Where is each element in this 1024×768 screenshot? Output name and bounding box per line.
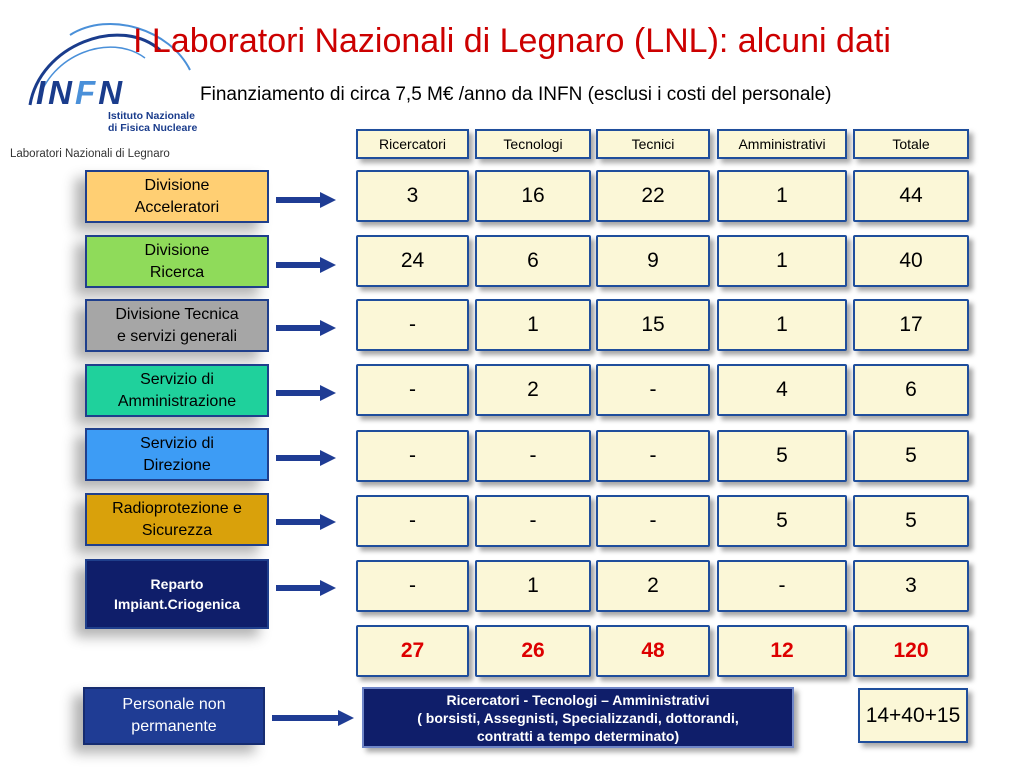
logo-institute-name: Istituto Nazionale di Fisica Nucleare xyxy=(108,110,198,134)
cell-ricerca-ricercatori: 24 xyxy=(356,235,469,287)
cell-tecnica-amministrativi: 1 xyxy=(717,299,847,351)
cell-acceleratori-tecnologi: 16 xyxy=(475,170,591,222)
division-radioprotezione: Radioprotezione e Sicurezza xyxy=(85,493,269,546)
cell-direzione-ricercatori: - xyxy=(356,430,469,482)
cell-direzione-tecnici: - xyxy=(596,430,710,482)
cell-radioprotezione-tecnologi: - xyxy=(475,495,591,547)
page-subtitle: Finanziamento di circa 7,5 M€ /anno da INFN (esclusi i costi del personale) xyxy=(200,84,832,105)
cell-amministrazione-amministrativi: 4 xyxy=(717,364,847,416)
arrow-right-icon xyxy=(276,514,336,530)
cell-amministrazione-ricercatori: - xyxy=(356,364,469,416)
cell-criogenica-ricercatori: - xyxy=(356,560,469,612)
division-ricerca: Divisione Ricerca xyxy=(85,235,269,288)
cell-radioprotezione-amministrativi: 5 xyxy=(717,495,847,547)
arrow-right-icon xyxy=(276,385,336,401)
division-tecnica: Divisione Tecnica e servizi generali xyxy=(85,299,269,352)
column-header-tecnici: Tecnici xyxy=(596,129,710,159)
arrow-right-icon xyxy=(276,320,336,336)
cell-acceleratori-totale: 44 xyxy=(853,170,969,222)
column-header-amministrativi: Amministrativi xyxy=(717,129,847,159)
total-ricercatori: 27 xyxy=(356,625,469,677)
column-header-ricercatori: Ricercatori xyxy=(356,129,469,159)
arrow-right-icon xyxy=(276,257,336,273)
reparto-criogenica: Reparto Impiant.Criogenica xyxy=(85,559,269,629)
cell-direzione-totale: 5 xyxy=(853,430,969,482)
cell-tecnica-totale: 17 xyxy=(853,299,969,351)
cell-ricerca-amministrativi: 1 xyxy=(717,235,847,287)
cell-tecnica-ricercatori: - xyxy=(356,299,469,351)
division-direzione: Servizio di Direzione xyxy=(85,428,269,481)
cell-acceleratori-ricercatori: 3 xyxy=(356,170,469,222)
cell-amministrazione-tecnologi: 2 xyxy=(475,364,591,416)
cell-tecnica-tecnici: 15 xyxy=(596,299,710,351)
total-tecnici: 48 xyxy=(596,625,710,677)
cell-criogenica-tecnici: 2 xyxy=(596,560,710,612)
cell-ricerca-tecnici: 9 xyxy=(596,235,710,287)
cell-ricerca-tecnologi: 6 xyxy=(475,235,591,287)
arrow-right-icon xyxy=(276,580,336,596)
cell-criogenica-totale: 3 xyxy=(853,560,969,612)
division-amministrazione: Servizio di Amministrazione xyxy=(85,364,269,417)
cell-amministrazione-totale: 6 xyxy=(853,364,969,416)
cell-acceleratori-tecnici: 22 xyxy=(596,170,710,222)
total-amministrativi: 12 xyxy=(717,625,847,677)
cell-direzione-tecnologi: - xyxy=(475,430,591,482)
cell-tecnica-tecnologi: 1 xyxy=(475,299,591,351)
logo-wordmark: INFN xyxy=(36,74,126,111)
non-permanent-description-box: Ricercatori - Tecnologi – Amministrativi ( borsisti, Assegnisti, Specializzandi, dottorandi, contratti a tempo determinato) xyxy=(362,687,794,748)
cell-amministrazione-tecnici: - xyxy=(596,364,710,416)
cell-acceleratori-amministrativi: 1 xyxy=(717,170,847,222)
cell-criogenica-amministrativi: - xyxy=(717,560,847,612)
cell-radioprotezione-tecnici: - xyxy=(596,495,710,547)
cell-ricerca-totale: 40 xyxy=(853,235,969,287)
total-tecnologi: 26 xyxy=(475,625,591,677)
personale-non-permanente-box: Personale non permanente xyxy=(83,687,265,745)
cell-radioprotezione-ricercatori: - xyxy=(356,495,469,547)
column-header-tecnologi: Tecnologi xyxy=(475,129,591,159)
total-totale: 120 xyxy=(853,625,969,677)
non-permanent-sum: 14+40+15 xyxy=(858,688,968,743)
column-header-totale: Totale xyxy=(853,129,969,159)
cell-criogenica-tecnologi: 1 xyxy=(475,560,591,612)
cell-direzione-amministrativi: 5 xyxy=(717,430,847,482)
cell-radioprotezione-totale: 5 xyxy=(853,495,969,547)
page-title: I Laboratori Nazionali di Legnaro (LNL): alcuni dati xyxy=(133,22,891,60)
division-acceleratori: Divisione Acceleratori xyxy=(85,170,269,223)
arrow-right-icon xyxy=(272,710,354,726)
arrow-right-icon xyxy=(276,192,336,208)
logo-lab-name: Laboratori Nazionali di Legnaro xyxy=(10,148,170,160)
arrow-right-icon xyxy=(276,450,336,466)
